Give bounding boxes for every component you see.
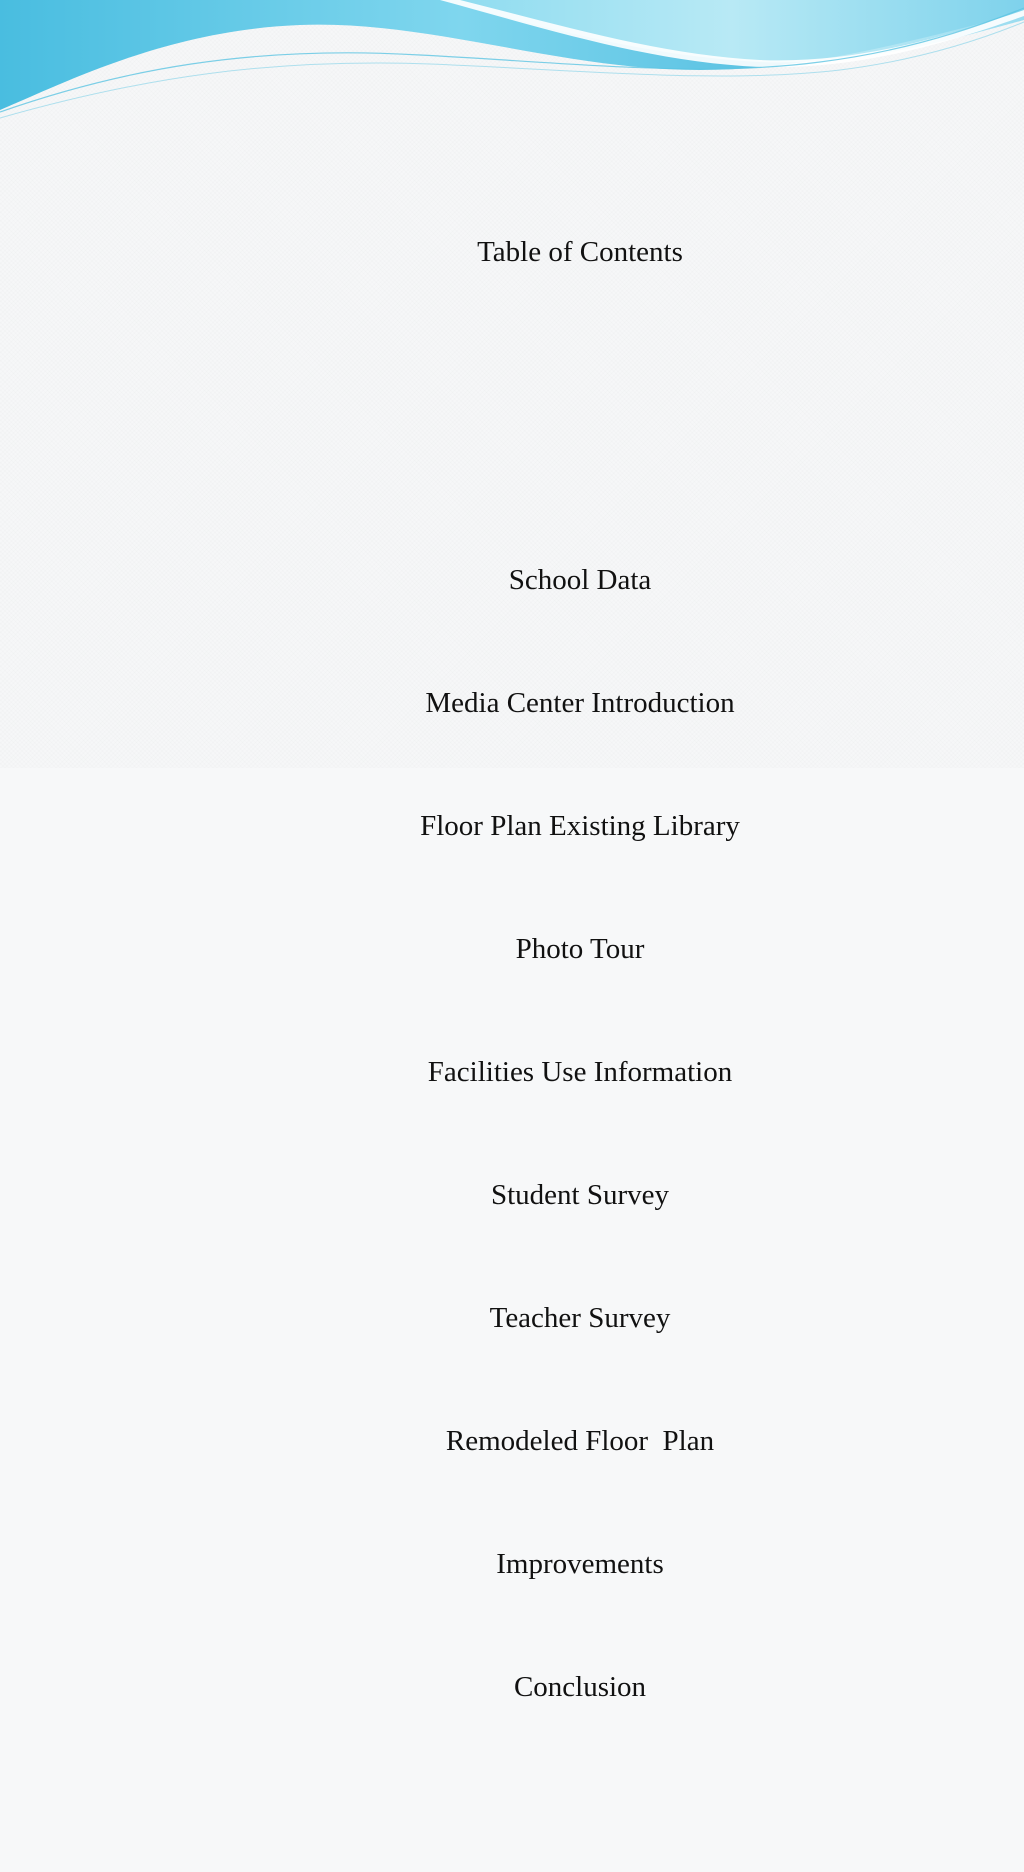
- toc-item-improvements: Improvements: [496, 1548, 664, 1580]
- toc-item-facilities-use-information: Facilities Use Information: [427, 1056, 733, 1088]
- toc-spacer: [330, 355, 830, 396]
- toc-list: [330, 478, 830, 1790]
- toc-title: Table of Contents: [477, 236, 683, 268]
- toc-item-photo-tour: Photo Tour: [515, 933, 645, 965]
- toc-item-media-center-introduction: Media Center Introduction: [425, 687, 735, 719]
- toc-item-floor-plan-existing-library: Floor Plan Existing Library: [420, 810, 740, 842]
- table-of-contents: [330, 150, 830, 1872]
- toc-item-school-data: School Data: [508, 564, 652, 596]
- decorative-wave-header: [0, 0, 1024, 130]
- toc-item-remodeled-floor-plan: Remodeled Floor Plan: [445, 1425, 715, 1457]
- toc-item-conclusion: Conclusion: [513, 1671, 647, 1703]
- toc-item-student-survey: Student Survey: [490, 1179, 670, 1211]
- toc-item-teacher-survey: Teacher Survey: [489, 1302, 671, 1334]
